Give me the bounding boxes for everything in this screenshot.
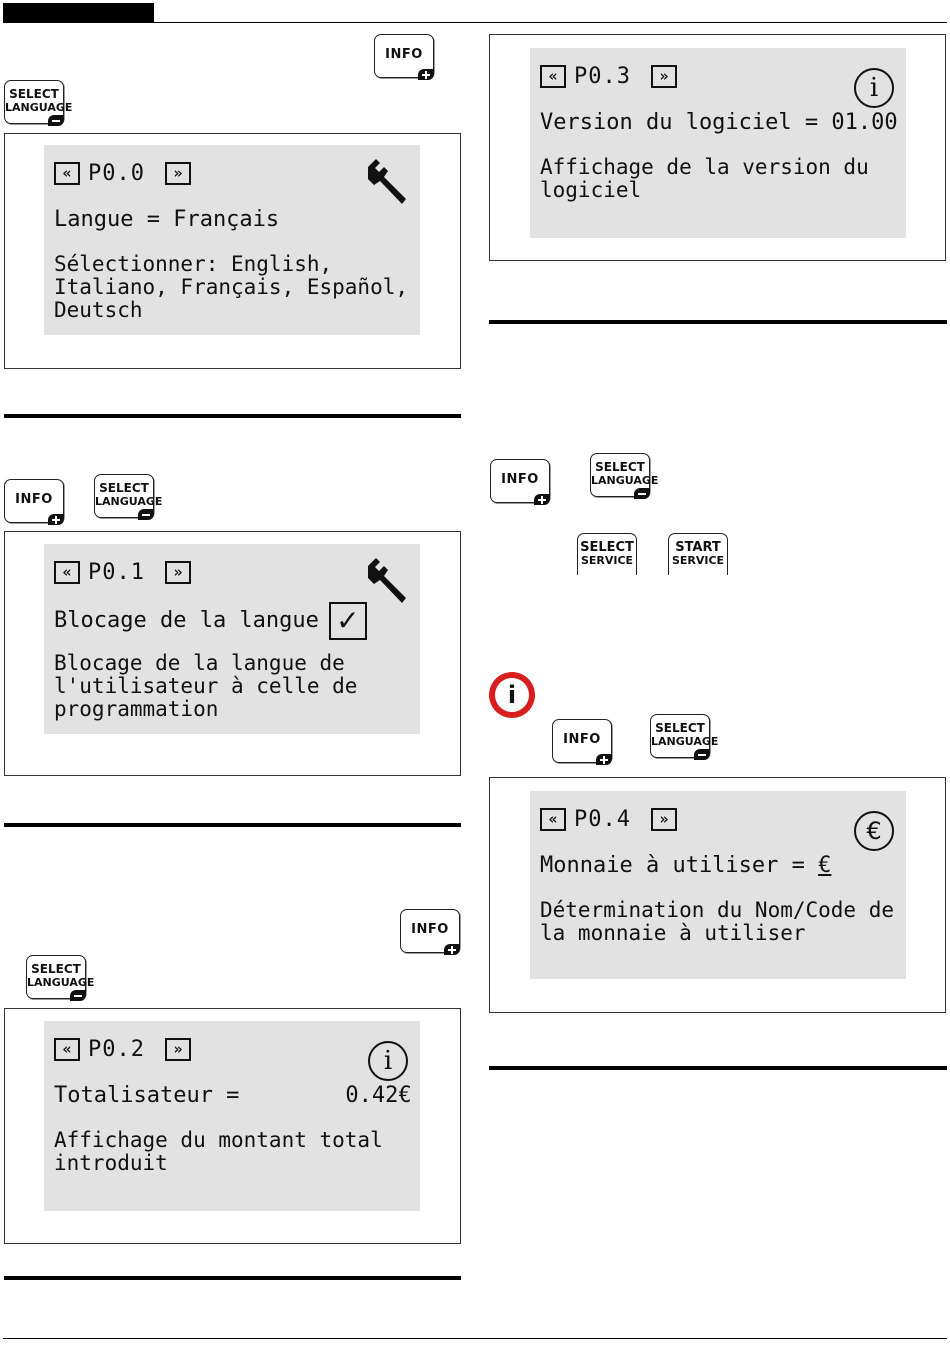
- currency-value[interactable]: €: [818, 853, 832, 878]
- parameter-description: Blocage de la langue de l'utilisateur à celle de programmation: [54, 651, 358, 721]
- parameter-code: P0.4: [574, 806, 631, 832]
- prev-nav-icon: «: [54, 162, 80, 185]
- lcd-screen: [530, 791, 906, 979]
- info-plus-key[interactable]: [374, 34, 434, 78]
- key-label: SELECT: [595, 460, 645, 474]
- lcd-header: [540, 62, 677, 90]
- info-plus-key[interactable]: [4, 479, 64, 523]
- parameter-value-row: [54, 602, 367, 640]
- euro-icon: €: [854, 811, 894, 851]
- prev-nav-icon: «: [540, 808, 566, 831]
- plus-icon: [48, 514, 64, 525]
- lcd-header: [54, 558, 191, 586]
- parameter-value: Blocage de la langue: [54, 608, 319, 633]
- info-icon: i: [368, 1041, 408, 1081]
- info-icon: i: [854, 68, 894, 108]
- key-label: LANGUAGE: [651, 735, 719, 748]
- key-label: LANGUAGE: [95, 495, 163, 508]
- lcd-screen: [44, 1021, 420, 1211]
- key-label: SERVICE: [580, 554, 634, 567]
- header-rule: [3, 22, 947, 23]
- lcd-header: [54, 159, 191, 187]
- lcd-screen: [44, 145, 420, 335]
- section-rule: [4, 823, 461, 827]
- parameter-description: Affichage du montant total introduit: [54, 1128, 383, 1175]
- next-nav-icon: »: [165, 561, 191, 584]
- lcd-header: [540, 805, 677, 833]
- parameter-code: P0.3: [574, 63, 631, 89]
- key-label: LANGUAGE: [5, 101, 73, 114]
- key-label: LANGUAGE: [27, 976, 95, 989]
- key-label: INFO: [563, 732, 601, 747]
- key-label: INFO: [385, 47, 423, 62]
- minus-icon: [634, 488, 650, 499]
- warning-info-icon: [489, 672, 535, 718]
- parameter-label: Monnaie à utiliser =: [540, 853, 819, 878]
- key-label: SELECT: [99, 481, 149, 495]
- screen-frame-p00: [4, 133, 461, 369]
- select-language-minus-key[interactable]: [94, 474, 163, 518]
- key-label: INFO: [15, 492, 53, 507]
- plus-icon: [418, 69, 434, 80]
- key-label: START: [675, 540, 721, 555]
- parameter-description: Affichage de la version du logiciel: [540, 155, 869, 202]
- checkbox[interactable]: ✓: [329, 602, 367, 640]
- prev-nav-icon: «: [540, 65, 566, 88]
- select-language-minus-key[interactable]: [650, 714, 719, 758]
- parameter-code: P0.2: [88, 1036, 145, 1062]
- start-service-key[interactable]: [668, 533, 728, 575]
- screen-frame-p04: [489, 777, 946, 1013]
- wrench-icon: [362, 157, 412, 211]
- plus-icon: [534, 494, 550, 505]
- key-label: SELECT: [9, 87, 59, 101]
- minus-icon: [138, 509, 154, 520]
- section-rule: [489, 320, 947, 324]
- minus-icon: [48, 115, 64, 126]
- section-rule: [4, 1276, 461, 1280]
- footer-rule: [3, 1338, 947, 1339]
- screen-frame-p02: [4, 1008, 461, 1244]
- next-nav-icon: »: [165, 162, 191, 185]
- header-bar: [3, 3, 154, 22]
- key-label: LANGUAGE: [591, 474, 659, 487]
- prev-nav-icon: «: [54, 1038, 80, 1061]
- parameter-value: Version du logiciel = 01.00: [540, 110, 898, 135]
- select-language-minus-key[interactable]: [4, 80, 73, 124]
- key-label: SELECT: [31, 962, 81, 976]
- section-rule: [489, 1066, 947, 1070]
- wrench-icon: [362, 556, 412, 610]
- parameter-value-row: [540, 853, 831, 878]
- parameter-code: P0.1: [88, 559, 145, 585]
- info-plus-key[interactable]: [552, 719, 612, 763]
- parameter-description: Sélectionner: English, Italiano, Français, Español, Deutsch: [54, 252, 409, 322]
- parameter-value: Langue = Français: [54, 207, 280, 232]
- next-nav-icon: »: [651, 808, 677, 831]
- select-language-minus-key[interactable]: [26, 955, 95, 999]
- parameter-code: P0.0: [88, 160, 145, 186]
- prev-nav-icon: «: [54, 561, 80, 584]
- next-nav-icon: »: [651, 65, 677, 88]
- info-plus-key[interactable]: [490, 459, 550, 503]
- select-language-minus-key[interactable]: [590, 453, 659, 497]
- lcd-header: [54, 1035, 191, 1063]
- key-label: INFO: [501, 472, 539, 487]
- plus-icon: [444, 944, 460, 955]
- info-glyph: i: [495, 678, 529, 712]
- screen-frame-p03: [489, 34, 946, 261]
- section-rule: [4, 414, 461, 418]
- lcd-screen: [44, 544, 420, 734]
- key-label: INFO: [411, 922, 449, 937]
- next-nav-icon: »: [165, 1038, 191, 1061]
- minus-icon: [70, 990, 86, 1001]
- minus-icon: [694, 749, 710, 760]
- info-plus-key[interactable]: [400, 909, 460, 953]
- lcd-screen: [530, 48, 906, 238]
- parameter-value: Totalisateur = 0.42€: [54, 1083, 412, 1108]
- key-label: SELECT: [580, 540, 634, 555]
- plus-icon: [596, 754, 612, 765]
- key-label: SERVICE: [671, 554, 725, 567]
- key-label: SELECT: [655, 721, 705, 735]
- select-service-key[interactable]: [577, 533, 637, 575]
- screen-frame-p01: [4, 531, 461, 776]
- parameter-description: Détermination du Nom/Code de la monnaie à utiliser: [540, 898, 895, 945]
